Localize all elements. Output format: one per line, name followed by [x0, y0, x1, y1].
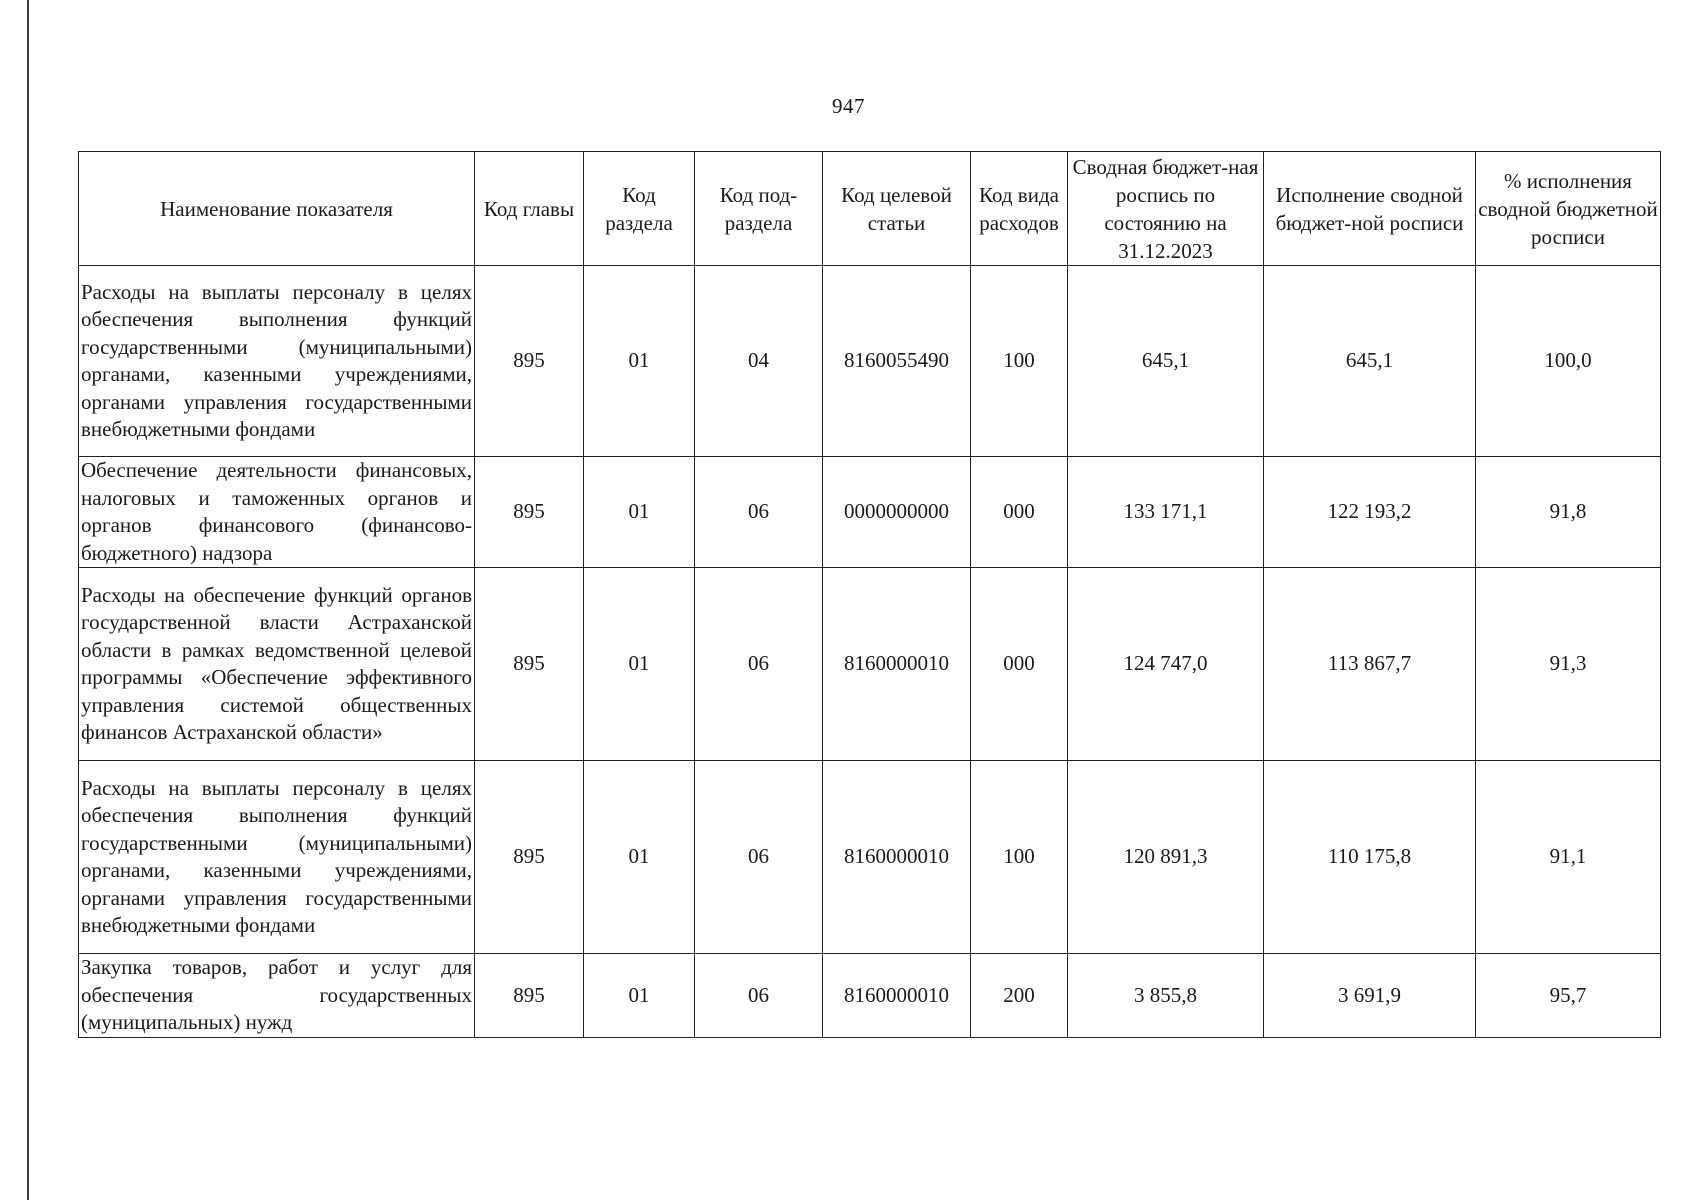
row-section-code: 01: [584, 568, 695, 761]
row-budget-schedule: 124 747,0: [1068, 568, 1264, 761]
row-target-article-code: 0000000000: [823, 457, 971, 568]
row-chapter-code: 895: [475, 954, 584, 1038]
row-expense-type-code: 200: [971, 954, 1068, 1038]
header-budget-schedule: Сводная бюджет-ная роспись по состоянию на 31.12.2023: [1068, 152, 1264, 266]
row-subsection-code: 06: [695, 761, 823, 954]
row-subsection-code: 04: [695, 266, 823, 457]
row-target-article-code: 8160000010: [823, 954, 971, 1038]
header-target-article-code: Код целевой статьи: [823, 152, 971, 266]
row-execution: 645,1: [1264, 266, 1476, 457]
table-row: [79, 457, 1661, 568]
row-expense-type-code: 000: [971, 568, 1068, 761]
row-budget-schedule: 645,1: [1068, 266, 1264, 457]
row-execution-percent: 91,1: [1476, 761, 1661, 954]
row-expense-type-code: 100: [971, 266, 1068, 457]
row-chapter-code: 895: [475, 568, 584, 761]
row-name: Закупка товаров, работ и услуг для обеспечения государственных (муниципальных) нужд: [79, 954, 475, 1038]
row-execution-percent: 95,7: [1476, 954, 1661, 1038]
row-section-code: 01: [584, 457, 695, 568]
row-name: Расходы на выплаты персоналу в целях обеспечения выполнения функций государственными (муниципальными) органами, казенными учреждениями, органами управления государственными внебюджетными фондами: [79, 266, 475, 457]
page-edge-line: [27, 0, 29, 1200]
header-subsection-code: Код под-раздела: [695, 152, 823, 266]
row-execution: 3 691,9: [1264, 954, 1476, 1038]
header-chapter-code: Код главы: [475, 152, 584, 266]
row-execution-percent: 91,3: [1476, 568, 1661, 761]
row-target-article-code: 8160000010: [823, 761, 971, 954]
table-row: [79, 266, 1661, 457]
row-chapter-code: 895: [475, 266, 584, 457]
table-row: [79, 954, 1661, 1038]
budget-execution-table: [78, 151, 1661, 1038]
row-execution: 110 175,8: [1264, 761, 1476, 954]
header-execution: Исполнение сводной бюджет-ной росписи: [1264, 152, 1476, 266]
row-execution-percent: 100,0: [1476, 266, 1661, 457]
table-header-row: [79, 152, 1661, 266]
row-target-article-code: 8160000010: [823, 568, 971, 761]
header-execution-percent: % исполнения сводной бюджетной росписи: [1476, 152, 1661, 266]
row-name: Расходы на обеспечение функций органов государственной власти Астраханской области в рамках ведомственной целевой программы «Обеспечение эффективного управления системой общественных финансов Астраханской области»: [79, 568, 475, 761]
row-execution-percent: 91,8: [1476, 457, 1661, 568]
row-budget-schedule: 133 171,1: [1068, 457, 1264, 568]
row-chapter-code: 895: [475, 761, 584, 954]
row-target-article-code: 8160055490: [823, 266, 971, 457]
row-section-code: 01: [584, 954, 695, 1038]
row-budget-schedule: 3 855,8: [1068, 954, 1264, 1038]
row-subsection-code: 06: [695, 457, 823, 568]
row-expense-type-code: 100: [971, 761, 1068, 954]
header-name: Наименование показателя: [79, 152, 475, 266]
row-execution: 122 193,2: [1264, 457, 1476, 568]
page-number: 947: [832, 94, 865, 118]
row-budget-schedule: 120 891,3: [1068, 761, 1264, 954]
header-section-code: Код раздела: [584, 152, 695, 266]
row-name: Обеспечение деятельности финансовых, налоговых и таможенных органов и органов финансового (финансово-бюджетного) надзора: [79, 457, 475, 568]
row-subsection-code: 06: [695, 954, 823, 1038]
row-expense-type-code: 000: [971, 457, 1068, 568]
row-chapter-code: 895: [475, 457, 584, 568]
table-row: [79, 761, 1661, 954]
row-execution: 113 867,7: [1264, 568, 1476, 761]
row-section-code: 01: [584, 761, 695, 954]
row-name: Расходы на выплаты персоналу в целях обеспечения выполнения функций государственными (муниципальными) органами, казенными учреждениями, органами управления государственными внебюджетными фондами: [79, 761, 475, 954]
header-expense-type-code: Код вида расходов: [971, 152, 1068, 266]
table-row: [79, 568, 1661, 761]
row-section-code: 01: [584, 266, 695, 457]
row-subsection-code: 06: [695, 568, 823, 761]
